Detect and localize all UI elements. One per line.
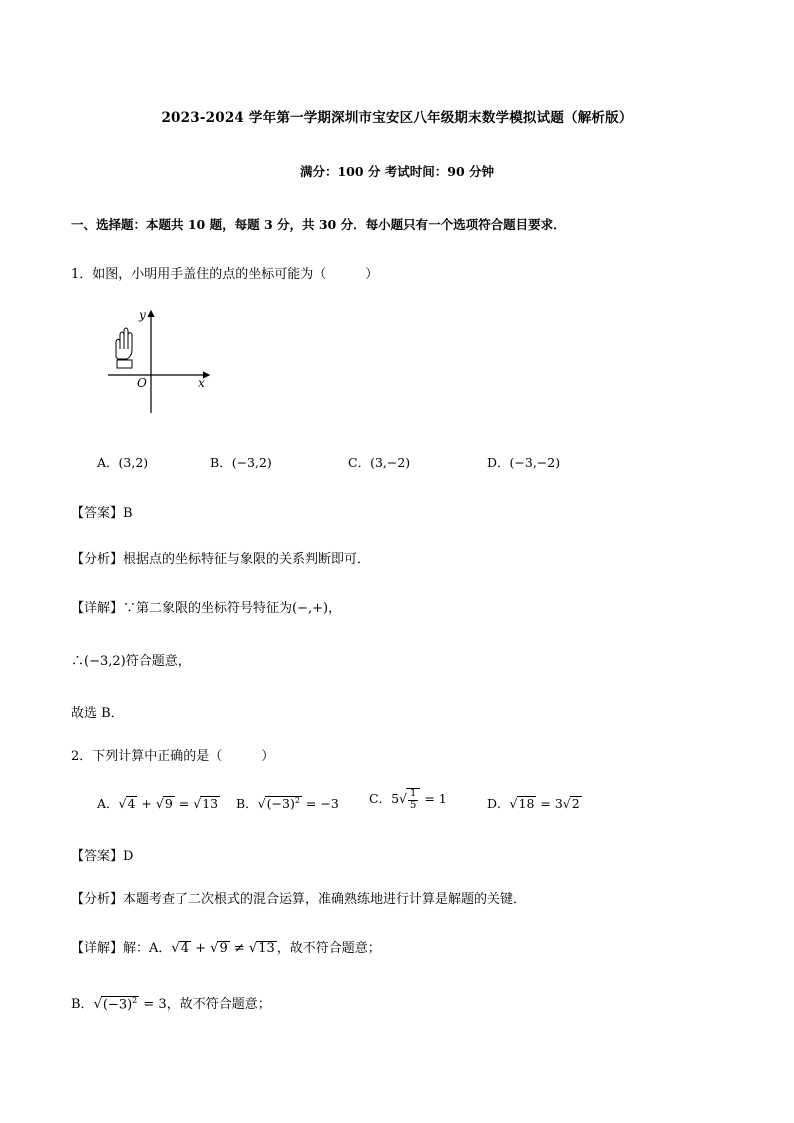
coordinate-figure <box>105 305 220 415</box>
q1-detail-line2: ∴(−3,2)符合题意， <box>71 654 191 669</box>
q2-analysis: 【分析】本题考查了二次根式的混合运算，准确熟练地进行计算是解题的关键． <box>71 892 527 907</box>
q1-option-d: D．(−3,−2) <box>487 455 561 470</box>
q2-option-c: C．5√ $\frac{1}{5}$ = 1 <box>369 788 447 811</box>
q2-detail-b: B．$√(-3)^2 = 3$，故不符合题意； <box>71 995 271 1012</box>
hand-icon <box>116 328 132 368</box>
exam-info: 满分：100 分 考试时间：90 分钟 <box>299 164 495 179</box>
q2-detail: 【详解】解：A．√4 + √9 ≠ √13 ，故不符合题意； <box>71 941 381 956</box>
q1-answer: 【答案】B <box>71 506 133 521</box>
q2-option-b: B．$√(-3)^2 = -3$ <box>236 795 339 811</box>
q1-conclusion: 故选 B． <box>71 706 124 721</box>
x-axis-label: x <box>198 376 205 390</box>
q2-option-a: A．√4 + √9 = √13 <box>97 796 219 811</box>
q1-analysis: 【分析】根据点的坐标特征与象限的关系判断即可． <box>71 552 371 567</box>
q1-option-c: C．(3,−2) <box>348 455 411 470</box>
page-title: 2023-2024 学年第一学期深圳市宝安区八年级期末数学模拟试题（解析版） <box>161 110 633 126</box>
y-axis-label: y <box>139 308 146 322</box>
q2-answer: 【答案】D <box>71 849 134 864</box>
q1-option-a: A．(3,2) <box>97 455 149 470</box>
question-2-stem: 2．下列计算中正确的是（ ） <box>71 749 275 764</box>
origin-label: O <box>137 376 147 390</box>
q1-option-b: B．(−3,2) <box>210 455 272 470</box>
section-heading: 一、选择题：本题共 10 题，每题 3 分，共 30 分．每小题只有一个选项符合题目要求． <box>71 217 566 232</box>
axes-svg <box>105 305 220 415</box>
q1-detail: 【详解】∵第二象限的坐标符号特征为(−,+)， <box>71 601 342 616</box>
question-1-stem: 1．如图，小明用手盖住的点的坐标可能为（ ） <box>71 267 379 282</box>
q2-option-d: D．√18 = 3√2 <box>487 796 580 811</box>
